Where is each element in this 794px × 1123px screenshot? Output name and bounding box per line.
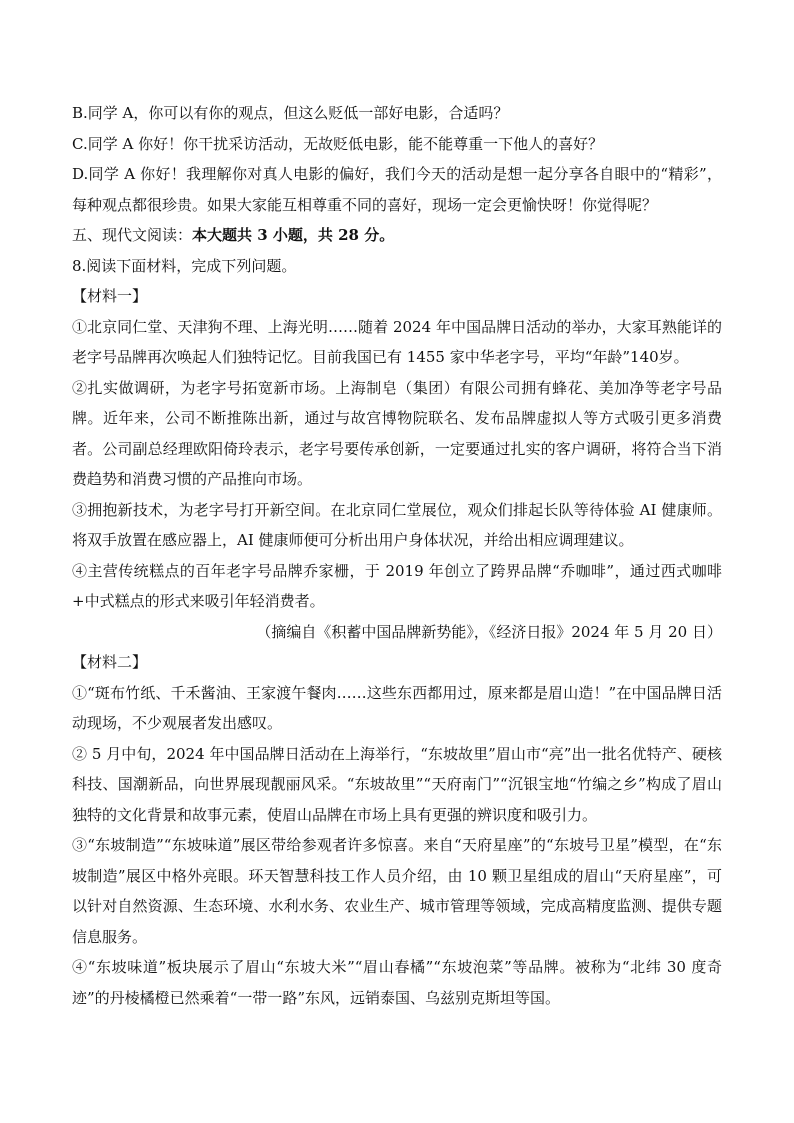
option-c: C.同学 A 你好！你干扰采访活动，无故贬低电影，能不能尊重一下他人的喜好？ bbox=[72, 134, 604, 153]
option-b: B.同学 A，你可以有你的观点，但这么贬低一部好电影，合适吗？ bbox=[72, 104, 509, 122]
material-two-paragraph-1: ①“斑布竹纸、千禾酱油、王家渡午餐肉……这些东西都用过，原来都是眉山造！”在中国品牌日活动现场，不少观展者发出感叹。 bbox=[72, 683, 722, 732]
material-two-paragraph-2: ② 5 月中旬，2024 年中国品牌日活动在上海举行，“东坡故里”眉山市“亮”出一批名优特产、硬核科技、国潮新品，向世界展现靓丽风采。“东坡故里”“天府南门”“沉银宝地“竹编之乡”构成了眉山独特的文化背景和故事元素，使眉山品牌在市场上具有更强的辨识度和吸引力。 bbox=[72, 744, 722, 824]
material-two-paragraph-4: ④“东坡味道”板块展示了眉山“东坡大米”“眉山春橘”“东坡泡菜”等品牌。被称为“北纬 30 度奇迹”的丹棱橘橙已然乘着“一带一路”东风，远销泰国、乌兹别克斯坦等国。 bbox=[72, 958, 722, 1007]
option-d: D.同学 A 你好！我理解你对真人电影的偏好，我们今天的活动是想一起分享各自眼中的“精彩”，每种观点都很珍贵。如果大家能互相尊重不同的喜好，现场一定会更愉快呀！你觉得呢？ bbox=[72, 165, 722, 214]
section-heading-prefix: 五、现代文阅读： bbox=[72, 226, 193, 244]
material-one-paragraph-1: ①北京同仁堂、天津狗不理、上海光明……随着 2024 年中国品牌日活动的举办，大家耳熟能详的老字号品牌再次唤起人们独特记忆。目前我国已有 1455 家中华老字号，平均“年龄”140岁。 bbox=[72, 317, 722, 366]
section-heading-bold: 本大题共 3 小题，共 28 分。 bbox=[192, 226, 395, 244]
material-one-paragraph-4: ④主营传统糕点的百年老字号品牌乔家栅，于 2019 年创立了跨界品牌“乔咖啡”，通过西式咖啡+中式糕点的形式来吸引年轻消费者。 bbox=[72, 561, 722, 610]
material-two-heading: 【材料二】 bbox=[72, 653, 148, 671]
material-one-heading: 【材料一】 bbox=[72, 287, 148, 305]
section-heading bbox=[72, 220, 722, 251]
question-prompt: 8.阅读下面材料，完成下列问题。 bbox=[72, 256, 297, 275]
material-one-source: （摘编自《积蓄中国品牌新势能》，《经济日报》2024 年 5 月 20 日） bbox=[256, 622, 722, 641]
material-two-paragraph-3: ③“东坡制造”“东坡味道”展区带给参观者许多惊喜。来自“天府星座”的“东坡号卫星”模型，在“东坡制造”展区中格外亮眼。环天智慧科技工作人员介绍，由 10 颗卫星组成的眉山“天府星座”，可以针对自然资源、生态环境、水利水务、农业生产、城市管理等领域，完成高精度监测、提供专题信息服务。 bbox=[72, 836, 722, 946]
material-one-paragraph-2: ②扎实做调研，为老字号拓宽新市场。上海制皂（集团）有限公司拥有蜂花、美加净等老字号品牌。近年来，公司不断推陈出新，通过与故宫博物院联名、发布品牌虚拟人等方式吸引更多消费者。公司副总经理欧阳倚玲表示，老字号要传承创新，一定要通过扎实的客户调研，将符合当下消费趋势和消费习惯的产品推向市场。 bbox=[72, 378, 722, 488]
material-one-paragraph-3: ③拥抱新技术，为老字号打开新空间。在北京同仁堂展位，观众们排起长队等待体验 AI 健康师。将双手放置在感应器上，AI 健康师便可分析出用户身体状况，并给出相应调理建议。 bbox=[72, 500, 722, 549]
